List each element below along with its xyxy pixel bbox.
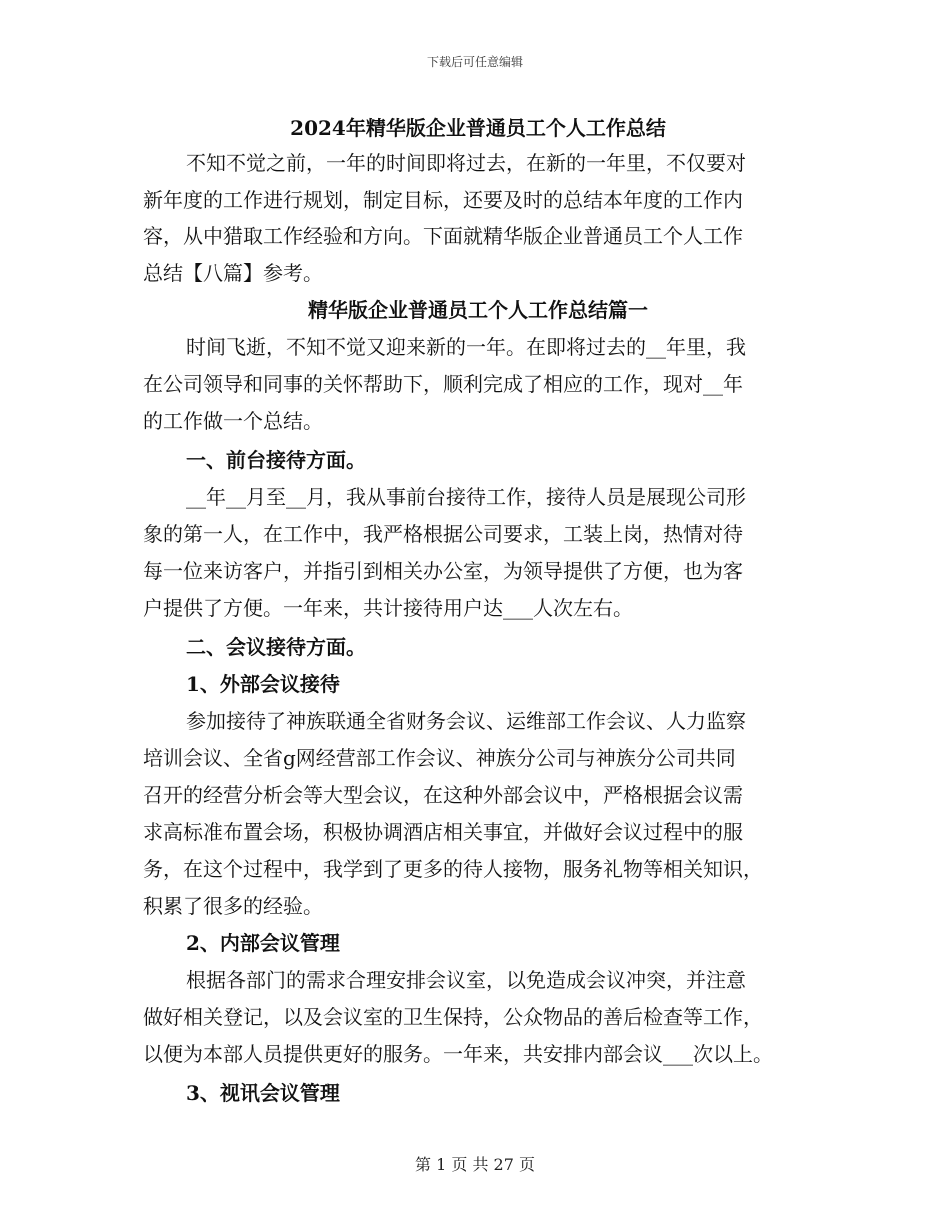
paragraph-line: 培训会议、全省g网经营部工作会议、神族分公司与神族分公司共同 [143,746,736,770]
paragraph-line: 求高标准布置会场，积极协调酒店相关事宜，并做好会议过程中的服 [143,820,743,844]
header-note: 下载后可任意编辑 [426,55,523,69]
paragraph-line: 在公司领导和同事的关怀帮助下，顺利完成了相应的工作，现对__年 [143,372,743,396]
subheading-internal-meetings: 2、内部会议管理 [186,931,340,955]
paragraph-line: 时间飞逝，不知不觉又迎来新的一年。在即将过去的__年里，我 [186,335,746,359]
heading-reception: 一、前台接待方面。 [186,448,366,472]
paragraph-line: 每一位来访客户，并指引到相关办公室，为领导提供了方便，也为客 [143,559,743,583]
paragraph-line: 参加接待了神族联通全省财务会议、运维部工作会议、人力监察 [186,709,746,733]
paragraph-line: 召开的经营分析会等大型会议，在这种外部会议中，严格根据会议需 [143,783,743,807]
document-title: 2024年精华版企业普通员工个人工作总结 [290,116,666,140]
paragraph-line: 象的第一人，在工作中，我严格根据公司要求，工装上岗，热情对待 [143,522,743,546]
subheading-external-meetings: 1、外部会议接待 [186,672,340,696]
paragraph-line: 的工作做一个总结。 [143,409,323,433]
paragraph-line: __年__月至__月，我从事前台接待工作，接待人员是展现公司形 [186,485,746,509]
section-title: 精华版企业普通员工个人工作总结篇一 [308,298,648,322]
paragraph-line: 户提供了方便。一年来，共计接待用户达___人次左右。 [143,596,633,620]
intro-line: 容，从中猎取工作经验和方向。下面就精华版企业普通员工个人工作 [143,224,743,248]
paragraph-line: 以便为本部人员提供更好的服务。一年来，共安排内部会议___次以上。 [143,1042,773,1066]
intro-line: 不知不觉之前，一年的时间即将过去，在新的一年里，不仅要对 [186,151,746,175]
paragraph-line: 做好相关登记，以及会议室的卫生保持，公众物品的善后检查等工作， [143,1005,763,1029]
intro-line: 新年度的工作进行规划，制定目标，还要及时的总结本年度的工作内 [143,188,743,212]
heading-meetings: 二、会议接待方面。 [186,635,366,659]
intro-line: 总结【八篇】参考。 [143,261,323,285]
subheading-video-meetings: 3、视讯会议管理 [186,1081,340,1105]
page-number-footer: 第 1 页 共 27 页 [415,1155,535,1174]
paragraph-line: 务，在这个过程中，我学到了更多的待人接物，服务礼物等相关知识， [143,857,763,881]
paragraph-line: 积累了很多的经验。 [143,894,323,918]
paragraph-line: 根据各部门的需求合理安排会议室，以免造成会议冲突，并注意 [186,968,746,992]
